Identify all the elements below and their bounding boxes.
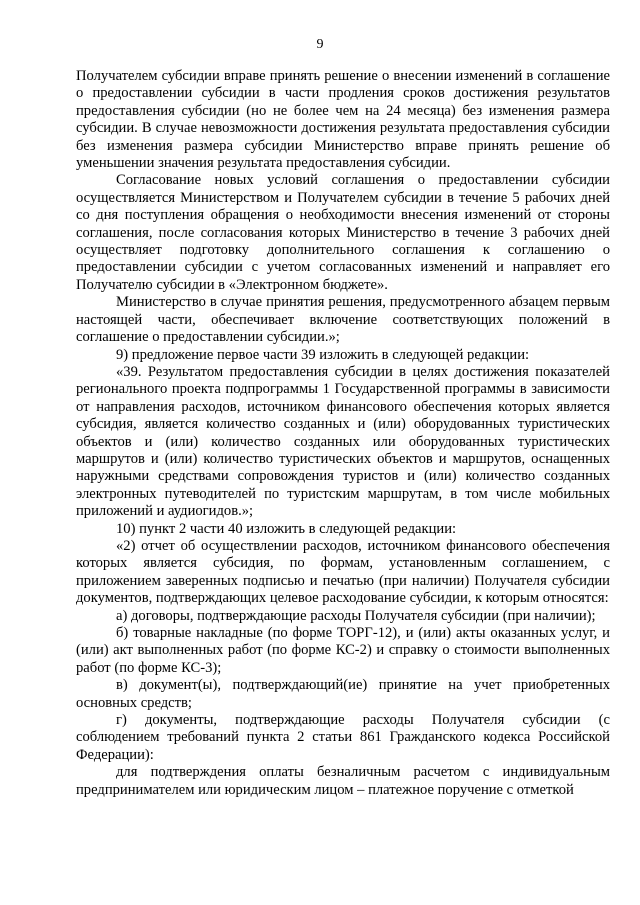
list-item: в) документ(ы), подтверждающий(ие) принятие на учет приобретенных основных средств; bbox=[76, 677, 610, 711]
paragraph: Министерство в случае принятия решения, предусмотренного абзацем первым настоящей части, обеспечивает включение соответствующих положений в соглашение о предоставлении субсидии.»; bbox=[76, 294, 610, 346]
paragraph: «39. Результатом предоставления субсидии в целях достижения показателей регионального проекта подпрограммы 1 Государственной программы в зависимости от направления расходов, источником финансового обеспечения которых является субсидия, является количество созданных и (или) оборудованных туристических объектов и (или) количество созданных или оборудованных туристических маршрутов и (или) количество туристических объектов и маршрутов, оснащенных наружными средствами сопровождения туристов и (или) количество созданных электронных путеводителей по туристским маршрутам, в том числе мобильных приложений и аудиогидов.»; bbox=[76, 363, 610, 520]
paragraph: 10) пункт 2 части 40 изложить в следующей редакции: bbox=[116, 520, 457, 537]
document-body bbox=[76, 68, 610, 799]
list-item: г) документы, подтверждающие расходы Получателя субсидии (с соблюдением требований пункта 2 статьи 861 Гражданского кодекса Российской Федерации): bbox=[76, 712, 610, 763]
paragraph: «2) отчет об осуществлении расходов, источником финансового обеспечения которых является субсидия, по формам, установленным соглашением, с приложением заверенных подписью и печатью (при наличии) Получателя субсидии документов, подтверждающих целевое расходование субсидии, к которым относятся: bbox=[76, 537, 610, 607]
page-number: 9 bbox=[316, 37, 324, 52]
list-item: а) договоры, подтверждающие расходы Получателя субсидии (при наличии); bbox=[116, 607, 596, 624]
paragraph: Получателем субсидии вправе принять решение о внесении изменений в соглашение о предоставлении субсидии в части продления сроков достижения результатов предоставления субсидии (но не более чем на 24 месяца) без изменения размера субсидии. В случае невозможности достижения результата предоставления субсидии без изменения размера субсидии Министерство вправе принять решение об уменьшении значения результата предоставления субсидии. bbox=[76, 68, 610, 172]
paragraph: для подтверждения оплаты безналичным расчетом с индивидуальным предпринимателем или юридическим лицом – платежное поручение с отметкой bbox=[76, 764, 610, 798]
list-item: б) товарные накладные (по форме ТОРГ-12), и (или) акты оказанных услуг, и (или) акт выполненных работ (по форме КС-2) и справку о стоимости выполненных работ (по форме КС-3); bbox=[76, 625, 610, 676]
paragraph: Согласование новых условий соглашения о предоставлении субсидии осуществляется Министерством и Получателем субсидии в течение 5 рабочих дней со дня поступления обращения о необходимости внесения изменений от стороны соглашения, после согласования которых Министерство в течение 3 рабочих дней осуществляет подготовку дополнительного соглашения к соглашению о предоставлении субсидии с учетом согласованных изменений и направляет его Получателю субсидии в «Электронном бюджете». bbox=[76, 172, 610, 293]
paragraph: 9) предложение первое части 39 изложить в следующей редакции: bbox=[116, 346, 530, 363]
